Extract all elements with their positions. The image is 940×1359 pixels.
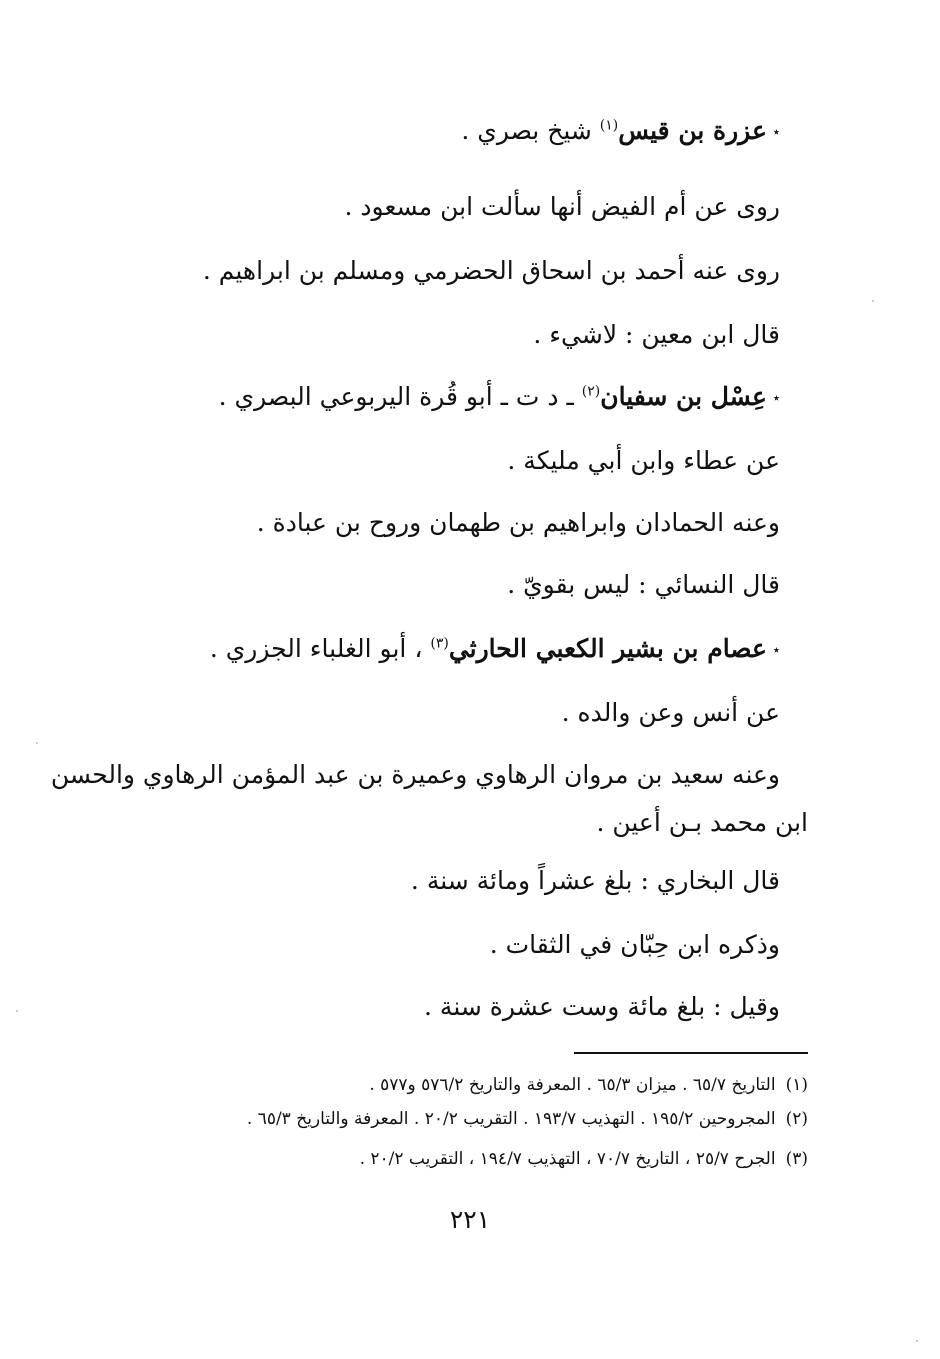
text-line: وذكره ابن حِبّان في الثقات . (489, 930, 780, 959)
footnote-text: المجروحين ١٩٥/٢ . التهذيب ١٩٣/٧ . التقريب ٢٠/٢ . المعرفة والتاريخ ٦٥/٣ . (246, 1109, 776, 1129)
bullet-mark: ٭ (772, 642, 780, 658)
footnote-2 (247, 1108, 808, 1130)
entry-heading-isl (219, 380, 780, 416)
entry-heading-isam (210, 632, 780, 668)
text-line: عن عطاء وابن أبي مليكة . (507, 446, 780, 475)
footnote-ref: (٣) (430, 635, 449, 652)
footnote-3 (360, 1148, 808, 1170)
footnote-number: (٢) (785, 1109, 808, 1129)
footnote-separator (574, 1052, 808, 1054)
narrator-name: عِسْل بن سفيان (600, 382, 767, 411)
text-line: وعنه الحمادان وابراهيم بن طهمان وروح بن عبادة . (256, 508, 780, 537)
narrator-description: ، أبو الغلباء الجزري . (209, 634, 431, 663)
footnote-ref: (١) (599, 117, 619, 134)
footnote-number: (٣) (785, 1149, 808, 1169)
text-line: قال البخاري : بلغ عشراً ومائة سنة . (410, 866, 780, 895)
footnote-text: التاريخ ٦٥/٧ . ميزان ٦٥/٣ . المعرفة والتاريخ ٥٧٦/٢ و٥٧٧ . (369, 1075, 776, 1095)
text-line: عن أنس وعن والده . (561, 698, 780, 727)
footnote-number: (١) (785, 1075, 808, 1095)
narrator-description: ـ د ت ـ أبو قُرة اليربوعي البصري . (218, 382, 582, 411)
text-line: قال ابن معين : لاشيء . (533, 320, 780, 349)
footnote-ref: (٢) (581, 383, 601, 400)
scan-speck (916, 1340, 918, 1342)
scan-speck (36, 742, 38, 744)
scan-speck (872, 300, 874, 302)
narrator-name: عزرة بن قيس (618, 116, 767, 145)
text-line: روى عنه أحمد بن اسحاق الحضرمي ومسلم بن ابراهيم . (202, 256, 780, 285)
narrator-description: شيخ بصري . (461, 116, 600, 145)
narrator-name: عصام بن بشير الكعبي الحارثي (448, 634, 767, 663)
text-line: وقيل : بلغ مائة وست عشرة سنة . (424, 992, 780, 1021)
scan-speck (16, 1010, 18, 1012)
footnote-1 (369, 1074, 808, 1096)
bullet-mark: ٭ (772, 124, 780, 140)
text-line: قال النسائي : ليس بقويّ . (507, 570, 780, 599)
page-number: ٢٢١ (449, 1205, 491, 1234)
text-line: روى عن أم الفيض أنها سألت ابن مسعود . (344, 192, 780, 221)
text-line-continuation: ابن محمد بـن أعين . (596, 808, 808, 837)
entry-heading-azra (461, 114, 780, 150)
footnote-text: الجرح ٢٥/٧ ، التاريخ ٧٠/٧ ، التهذيب ١٩٤/٧ ، التقريب ٢٠/٢ . (359, 1149, 776, 1169)
bullet-mark: ٭ (772, 390, 780, 406)
text-line: وعنه سعيد بن مروان الرهاوي وعميرة بن عبد المؤمن الرهاوي والحسن (50, 760, 780, 789)
